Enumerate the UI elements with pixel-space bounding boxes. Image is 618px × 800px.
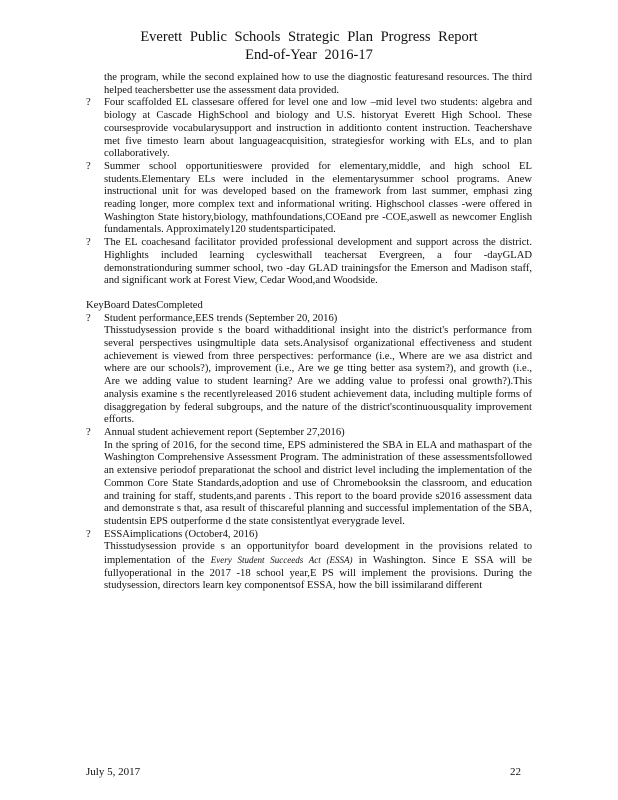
item-heading: Student performance,EES trends (September 20, 2016) <box>104 312 338 324</box>
item-body <box>104 541 532 593</box>
item-body: Thisstudysession provide s the board withadditional insight into the district's performance from several perspectives usingmultiple data sets.Analysisof organizational effectiveness and student achievement is viewed from three perspectives: performance (i.e., Where are we asa district and where are our schools?), improvement (i.e., Are we ge tting better asa system?), and growth (i.e., Are we adding value to student learning? Are we adding value to professi onal growth?).This analysis examine s the recentlyreleased 2016 student achievement data, including multiple forms of disaggregation by federal subgroups, and the nature of the district'scontinuousquality improvement efforts. <box>104 325 532 426</box>
bullet-text: Four scaffolded EL classesare offered for level one and low –mid level two students: algebra and biology at Cascade HighSchool and biology and U.S. historyat Everett High School. These coursesprovide vocabularysupport and instruction in additionto content instruction. Teachershave met five timesto learn about languageacquisition, strategiesfor working with ELs, and to plan collaboratively. <box>104 97 532 160</box>
bullet-text: Summer school opportunitieswere provided for elementary,middle, and high school EL students.Elementary ELs were included in the elementarysummer school programs. Anew instructional unit for was developed based on the framework from last summer, emphasi zing reading longer, more complex text and informational writing. Highschool classes -were offered in Washington State history,biology, mathfoundations,COEand pre -COE,aswell as newcomer English fundamentals. Approximately120 studentsparticipated. <box>104 160 532 236</box>
bullet-marker: ? <box>86 312 91 324</box>
page-number: 22 <box>510 766 521 778</box>
item-body-end: in Washington. Since E SSA will be fullyoperational in the 2017 -18 school year,E PS will implement the provisions. During the studysession, directors learn key componentsof ESSA, how the bill issimilarand different <box>104 555 532 592</box>
page-header <box>0 28 618 64</box>
item-body-start: Thisstudysession provide s an opportunityfor board development in the provisions related to implementation of the <box>104 541 532 567</box>
bullet-item <box>86 161 532 237</box>
item-heading: ESSAimplications (October4, 2016) <box>104 528 258 540</box>
page-body <box>86 72 532 593</box>
bullet-marker: ? <box>86 237 91 249</box>
bullet-marker: ? <box>86 426 91 438</box>
report-subtitle: End-of-Year 2016-17 <box>245 47 373 63</box>
item-body-italic: Every Student Succeeds Act (ESSA) <box>210 555 353 566</box>
bullet-marker: ? <box>86 528 91 540</box>
footer-date: July 5, 2017 <box>86 766 141 778</box>
intro-paragraph: the program, while the second explained how to use the diagnostic featuresand resources. The third helped teachersbetter use the assessment data provided. <box>104 72 532 96</box>
section-title: KeyBoard DatesCompleted <box>86 299 203 311</box>
bullet-item <box>86 237 532 288</box>
bullet-marker: ? <box>86 160 91 172</box>
item-heading: Annual student achievement report (September 27,2016) <box>104 426 345 438</box>
item-body: In the spring of 2016, for the second time, EPS administered the SBA in ELA and mathaspart of the Washington Comprehensive Assessment Program. The administration of these assessmentsfollowed an extensive periodof preparationat the school and district level including the implementation of the Common Core State Standards,adoption and use of Chromebooksin the classroom, and education and training for staff, students,and parents . This report to the board provide s2016 assessment data and demonstrate s that, asa result of thiscareful planning and successful implementation of the SBA, studentsin EPS outperforme d the state consistentlyat everygrade level. <box>104 439 532 527</box>
board-date-item <box>86 427 532 529</box>
report-title: Everett Public Schools Strategic Plan Progress Report <box>140 29 478 45</box>
board-date-item <box>86 313 532 427</box>
board-date-item <box>86 529 532 594</box>
bullet-marker: ? <box>86 97 91 109</box>
bullet-item <box>86 97 532 161</box>
bullet-text: The EL coachesand facilitator provided professional development and support across the district. Highlights included learning cycleswithall teachersat Evergreen, a four -dayGLAD demonstrationduring summer school, two -day GLAD trainingsfor the Emerson and Madison staff, and significant work at Forest View, Cedar Wood,and Woodside. <box>104 237 532 287</box>
